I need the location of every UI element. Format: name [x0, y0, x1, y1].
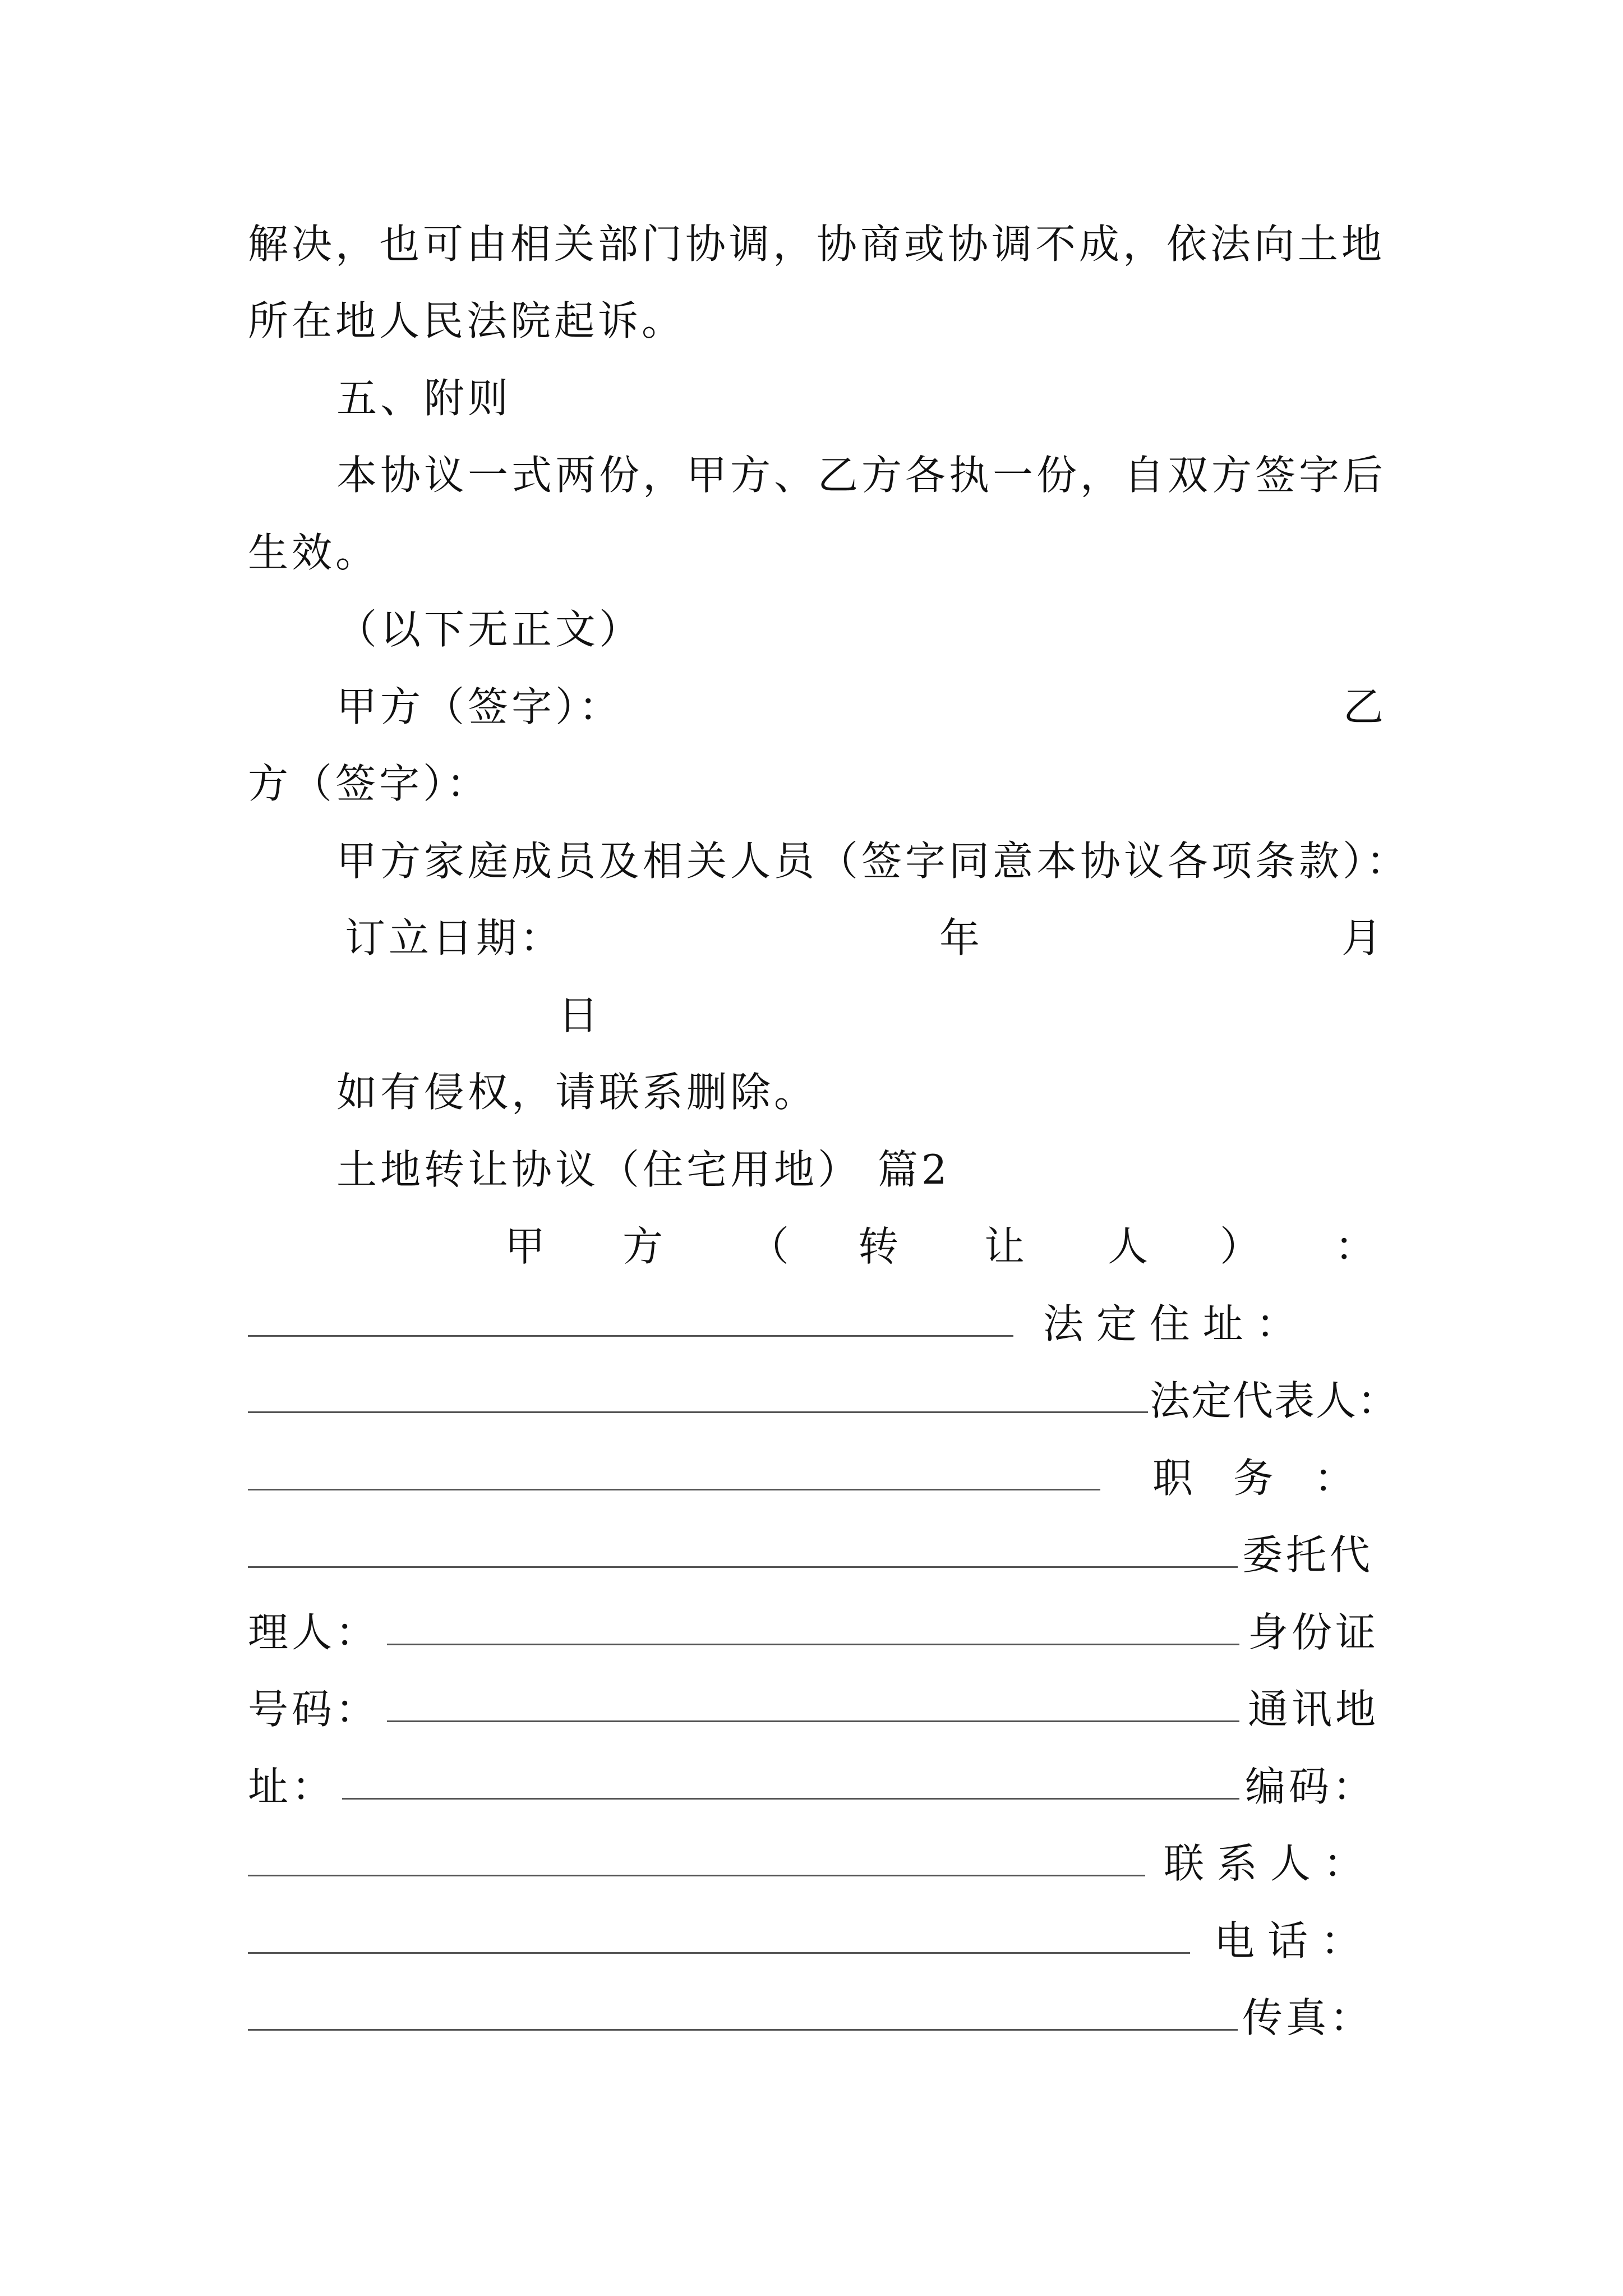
- field-label-legal-rep: 法定代表人：: [1150, 1377, 1399, 1424]
- fill-line[interactable]: [248, 1875, 1145, 1876]
- party-heading-char: 人: [1108, 1223, 1149, 1270]
- field-label-postcode: 编码：: [1245, 1763, 1377, 1810]
- section-heading: 五、附则: [336, 375, 512, 422]
- party-heading-char: （: [749, 1223, 790, 1270]
- party-b-signature-label: 乙: [1343, 683, 1387, 730]
- date-year: 年: [939, 914, 984, 961]
- date-day: 日: [558, 992, 602, 1039]
- field-label-position: 职 务 ：: [1152, 1455, 1355, 1502]
- field-label-agent: 理人：: [248, 1609, 380, 1656]
- paragraph-line: 解决，也可由相关部门协调，协商或协调不成，依法向土地: [248, 220, 1386, 268]
- document-title: 土地转让协议（住宅用地） 篇2: [336, 1146, 951, 1193]
- party-heading-char: ：: [1335, 1223, 1376, 1270]
- field-label-contact: 联 系 人 ：: [1164, 1840, 1364, 1887]
- fill-line[interactable]: [387, 1720, 1239, 1722]
- fill-line[interactable]: [248, 1952, 1190, 1954]
- fill-line[interactable]: [387, 1644, 1239, 1645]
- no-text-note: （以下无正文）: [336, 606, 643, 653]
- party-a-signature-label: 甲方（签字）：: [336, 683, 623, 730]
- party-heading-char: 甲: [505, 1223, 546, 1270]
- field-label-mailing-address: 通讯地: [1248, 1686, 1380, 1733]
- field-label-legal-address: 法 定 住 址 ：: [1043, 1300, 1297, 1347]
- fill-line[interactable]: [248, 1411, 1148, 1413]
- fill-line[interactable]: [342, 1798, 1239, 1800]
- party-heading-char: 转: [858, 1223, 899, 1270]
- field-label-id: 号码：: [248, 1686, 380, 1733]
- field-label-phone: 电 话 ：: [1214, 1917, 1361, 1964]
- date-month: 月: [1341, 914, 1386, 961]
- field-label-agent: 委托代: [1242, 1531, 1374, 1579]
- paragraph-line: 生效。: [248, 529, 380, 576]
- field-label-mailing-address: 址：: [248, 1763, 336, 1810]
- family-signature-label: 甲方家庭成员及相关人员（签字同意本协议各项条款）：: [336, 838, 1410, 885]
- paragraph-line: 所在地人民法院起诉。: [248, 297, 686, 344]
- fill-line[interactable]: [248, 1335, 1013, 1337]
- party-heading-char: 方: [623, 1223, 663, 1270]
- fill-line[interactable]: [248, 2029, 1238, 2031]
- paragraph-line: 本协议一式两份，甲方、乙方各执一份，自双方签字后: [336, 452, 1387, 499]
- party-b-signature-label: 方（签字）：: [248, 760, 491, 807]
- party-heading-char: 让: [984, 1223, 1025, 1270]
- fill-line[interactable]: [248, 1566, 1238, 1568]
- date-label: 订立日期：: [345, 914, 564, 961]
- field-label-id: 身份证: [1248, 1609, 1380, 1656]
- party-heading-char: ）: [1220, 1223, 1261, 1270]
- field-label-fax: 传真：: [1242, 1994, 1374, 2041]
- infringement-notice: 如有侵权，请联系删除。: [336, 1069, 818, 1116]
- fill-line[interactable]: [248, 1489, 1100, 1490]
